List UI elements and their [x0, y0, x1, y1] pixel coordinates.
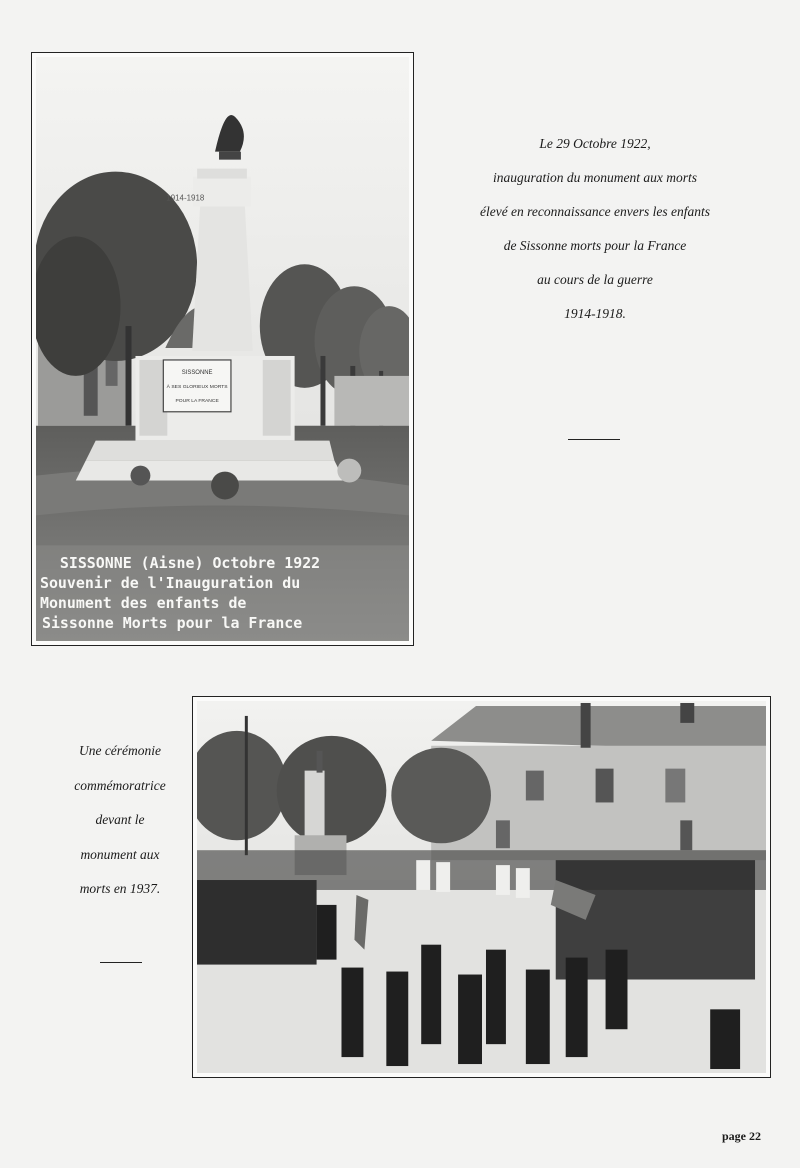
caption1-line-1: Le 29 Octobre 1922, — [539, 136, 651, 151]
monument-photo-1922 — [31, 52, 414, 646]
postcard-stamp-line-1: SISSONNE (Aisne) Octobre 1922 — [59, 554, 321, 573]
caption2-line-1: Une cérémonie — [78, 743, 162, 758]
ceremony-photo-1937 — [192, 696, 771, 1078]
caption2-line-3: devant le — [95, 812, 145, 827]
caption1-line-3: élevé en reconnaissance envers les enfants — [479, 204, 711, 219]
ceremony-caption — [50, 734, 190, 907]
caption1-line-4: de Sissonne morts pour la France — [503, 238, 687, 253]
section-divider-2 — [100, 962, 142, 963]
plaque-line-2: À SES GLORIEUX MORTS — [166, 384, 228, 390]
obelisk-dates: 1914-1918 — [166, 193, 205, 203]
plaque-line-1: SISSONNE — [181, 369, 213, 376]
caption1-line-5: au cours de la guerre — [537, 272, 653, 287]
caption1-line-2: inauguration du monument aux morts — [493, 170, 697, 185]
page-number: page 22 — [722, 1129, 761, 1143]
caption2-line-2: commémoratrice — [74, 777, 166, 793]
monument-photo-1922-image — [36, 57, 409, 641]
ceremony-photo-1937-image — [197, 701, 766, 1073]
section-divider-1 — [568, 439, 620, 440]
postcard-stamp-line-2: Souvenir de l'Inauguration du — [39, 574, 301, 593]
postcard-stamp-line-4: Sissonne Morts pour la France — [41, 614, 303, 633]
inauguration-caption — [440, 127, 750, 331]
caption2-line-5: morts en 1937. — [79, 881, 161, 896]
caption1-line-6: 1914-1918. — [564, 306, 626, 321]
postcard-stamp-line-3: Monument des enfants de — [39, 594, 247, 613]
plaque-line-3: POUR LA FRANCE — [175, 398, 219, 404]
caption2-line-4: monument aux — [80, 846, 160, 862]
